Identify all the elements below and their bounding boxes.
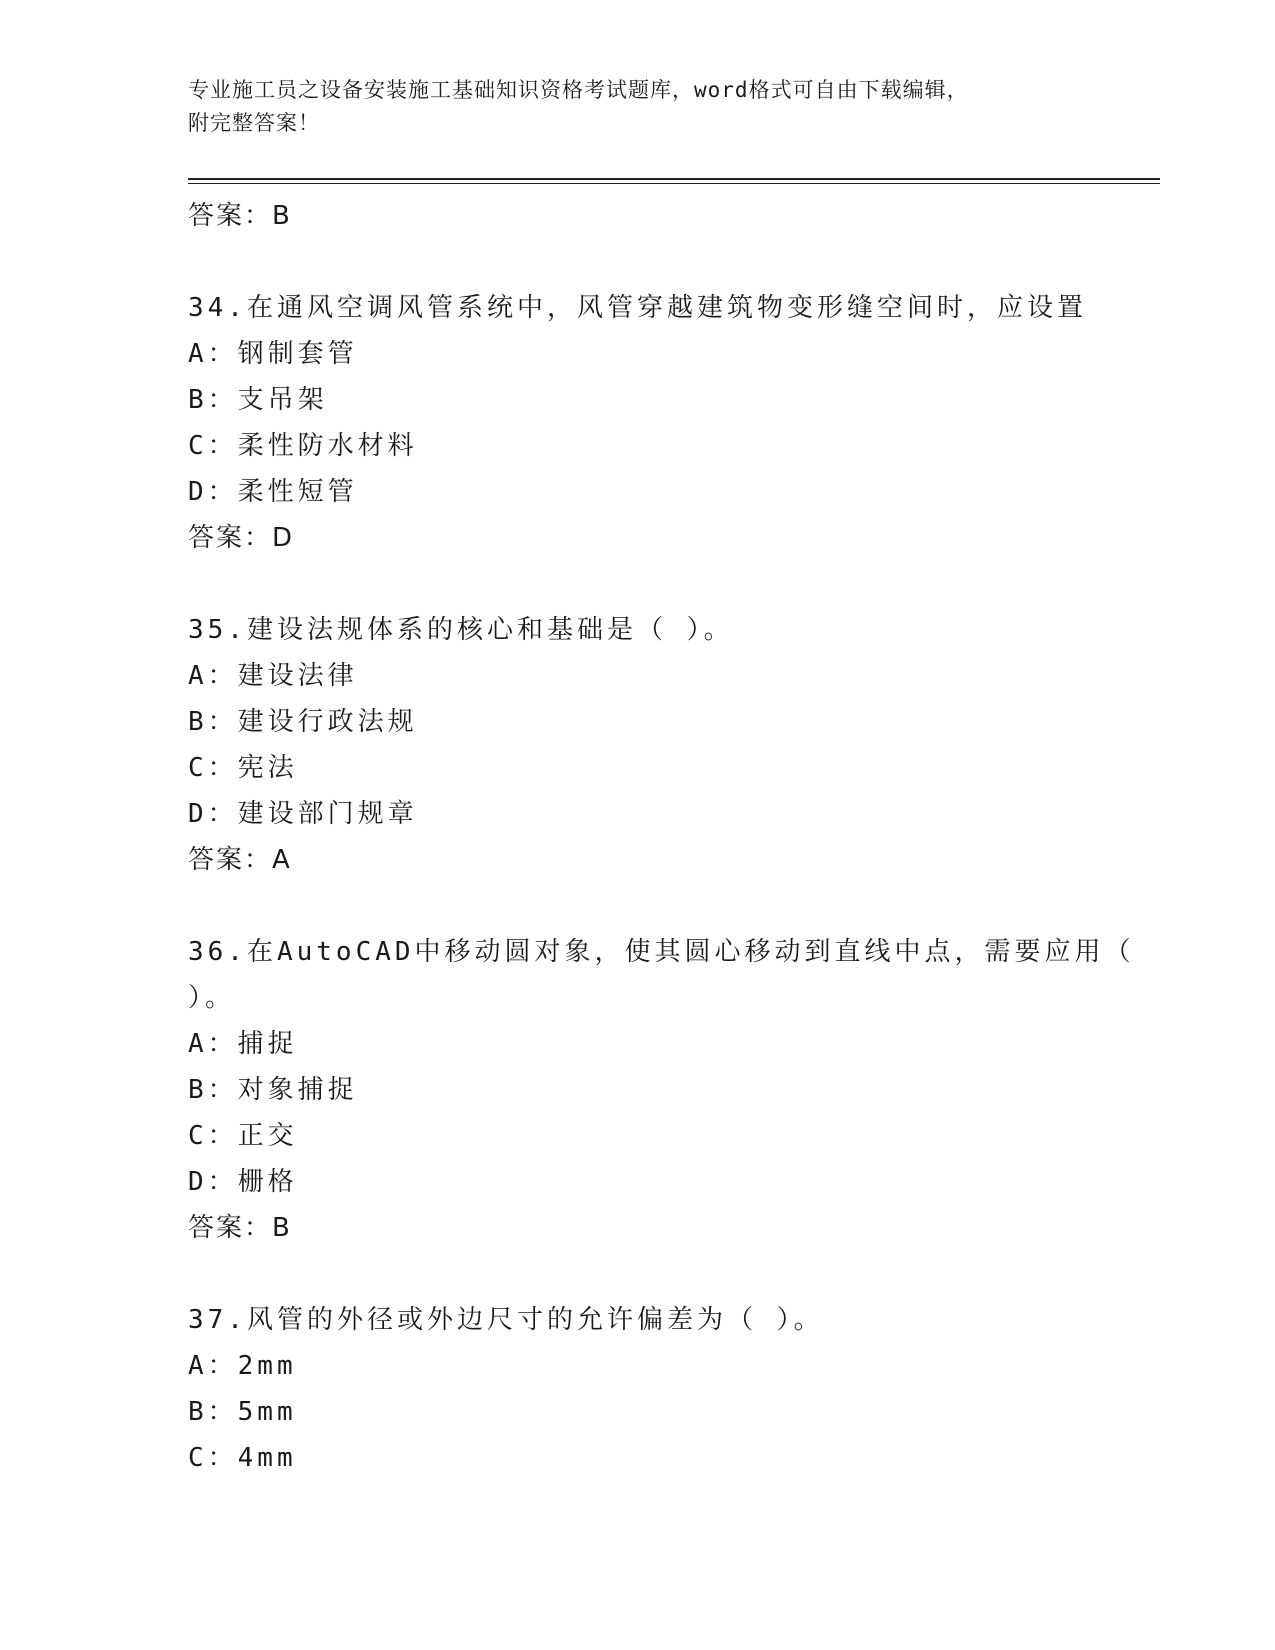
question-title: 34.在通风空调风管系统中，风管穿越建筑物变形缝空间时，应设置 xyxy=(188,293,1087,323)
option-b: B：5mm xyxy=(188,1397,297,1427)
option-d: D：柔性短管 xyxy=(188,477,358,507)
question-list xyxy=(188,193,1135,1481)
question-37 xyxy=(188,1297,1088,1481)
document-header xyxy=(188,74,1088,140)
question-title: 35.建设法规体系的核心和基础是（ ）。 xyxy=(188,615,734,645)
header-divider-thin xyxy=(188,183,1160,184)
option-c: C：宪法 xyxy=(188,753,298,783)
question-title: 37.风管的外径或外边尺寸的允许偏差为（ ）。 xyxy=(188,1305,824,1335)
option-c: C：柔性防水材料 xyxy=(188,431,418,461)
option-b: B：支吊架 xyxy=(188,385,328,415)
question-title: 36.在AutoCAD中移动圆对象，使其圆心移动到直线中点，需要应用（ xyxy=(188,937,1135,967)
question-36 xyxy=(188,929,1135,1251)
option-a: A：捕捉 xyxy=(188,1029,298,1059)
answer: 答案：B xyxy=(188,1213,292,1243)
option-b: B：建设行政法规 xyxy=(188,707,418,737)
option-c: C：4mm xyxy=(188,1443,297,1473)
question-34 xyxy=(188,285,1088,561)
option-d: D：建设部门规章 xyxy=(188,799,418,829)
answer: 答案：D xyxy=(188,523,295,553)
option-a: A：2mm xyxy=(188,1351,297,1381)
header-divider xyxy=(188,178,1160,180)
option-b: B：对象捕捉 xyxy=(188,1075,358,1105)
previous-answer: 答案：B xyxy=(188,201,292,231)
option-a: A：建设法律 xyxy=(188,661,358,691)
option-d: D：栅格 xyxy=(188,1167,298,1197)
question-title-continuation: ）。 xyxy=(188,983,236,1013)
header-line-2: 附完整答案！ xyxy=(188,111,320,135)
option-c: C：正交 xyxy=(188,1121,298,1151)
answer: 答案：A xyxy=(188,845,292,875)
option-a: A：钢制套管 xyxy=(188,339,358,369)
question-35 xyxy=(188,607,1088,883)
header-line-1: 专业施工员之设备安装施工基础知识资格考试题库，word格式可自由下载编辑， xyxy=(188,78,969,102)
